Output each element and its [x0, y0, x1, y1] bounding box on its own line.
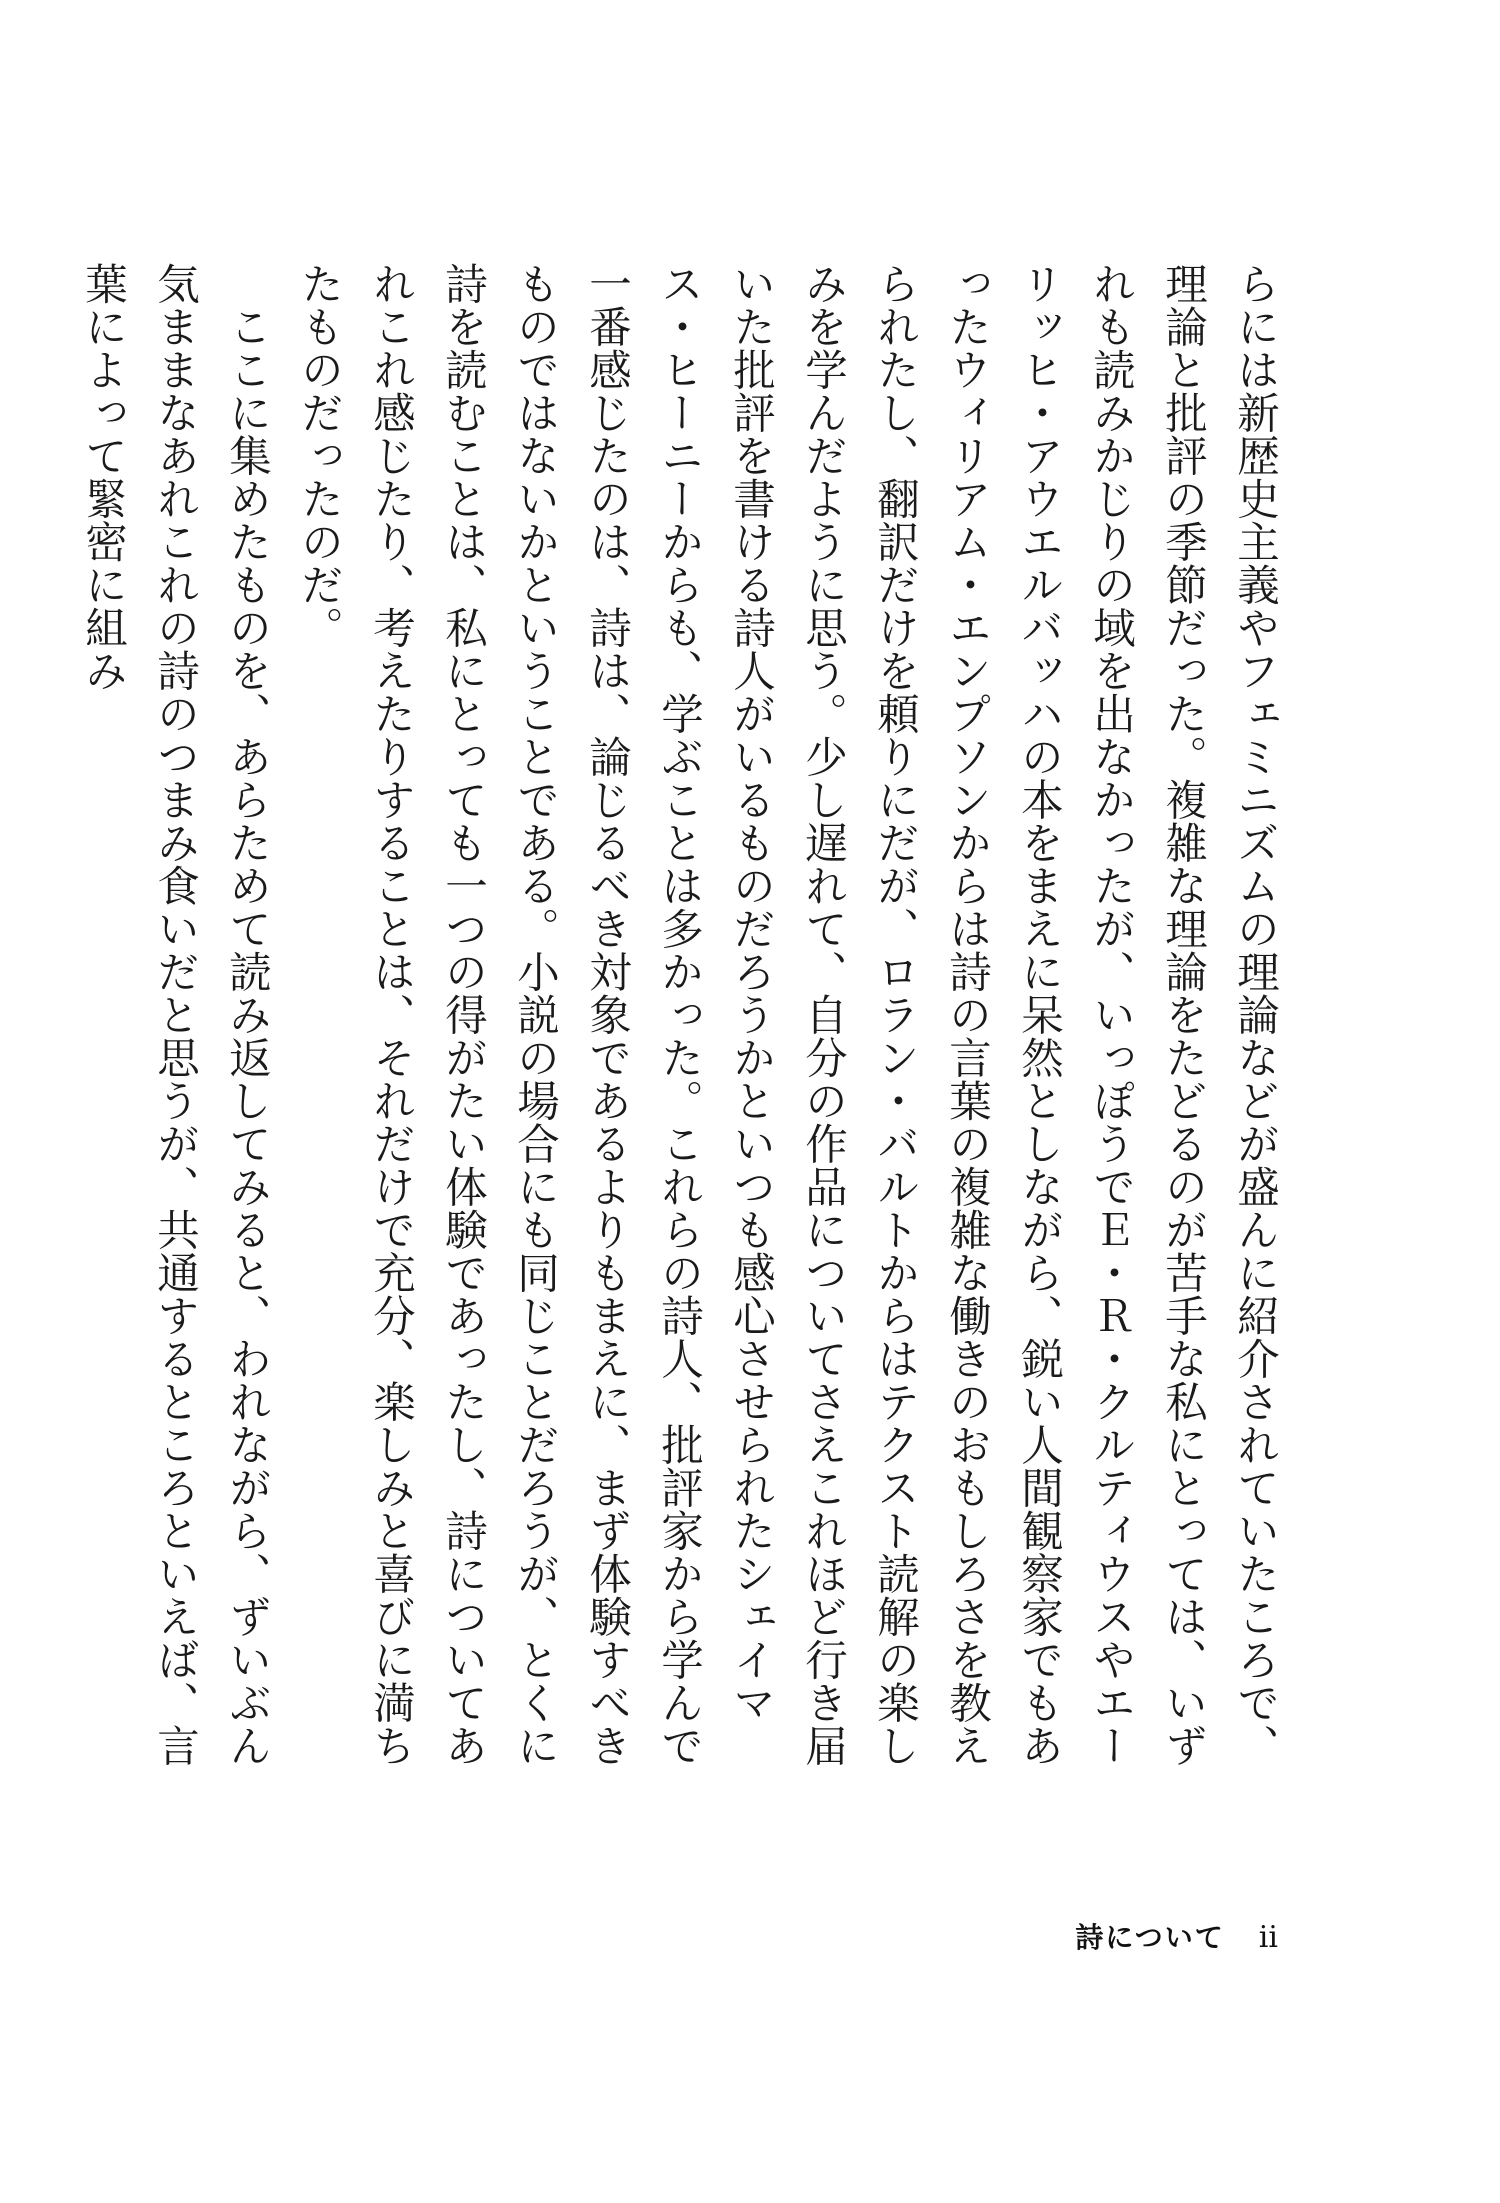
page-footer: [1075, 1916, 1278, 1956]
vertical-text-body: [78, 262, 1290, 1802]
running-title: 詩について: [1075, 1921, 1225, 1954]
page-number: ii: [1258, 1920, 1278, 1955]
paragraph-1: らには新歴史主義やフェミニズムの理論などが盛んに紹介されていたころで、理論と批評の季節だった。複雑な理論をたどるのが苦手な私にとっては、いずれも読みかじりの域を出なかったが、いっぽうでＥ・Ｒ・クルティウスやエーリッヒ・アウエルバッハの本をまえに呆然としながら、鋭い人間観察家でもあったウィリアム・エンプソンからは詩の言葉の複雑な働きのおもしろさを教えられたし、翻訳だけを頼りにだが、ロラン・バルトからはテクスト読解の楽しみを学んだように思う。少し遅れて、自分の作品についてさえこれほど行き届いた批評を書ける詩人がいるものだろうかといつも感心させられたシェイマス・ヒーニーからも、学ぶことは多かった。これらの詩人、批評家から学んで一番感じたのは、詩は、論じるべき対象であるよりもまえに、まず体験すべきものではないかということである。小説の場合にも同じことだろうが、とくに詩を読むことは、私にとっても一つの得がたい体験であったし、詩についてあれこれ感じたり、考えたりすることは、それだけで充分、楽しみと喜びに満ちたものだったのだ。: [294, 262, 1279, 1767]
paragraph-2: ここに集めたものを、あらためて読み返してみると、われながら、ずいぶん気ままなあれこれの詩のつまみ食いだと思うが、共通するところといえば、言葉によって緊密に組み: [78, 262, 271, 1767]
